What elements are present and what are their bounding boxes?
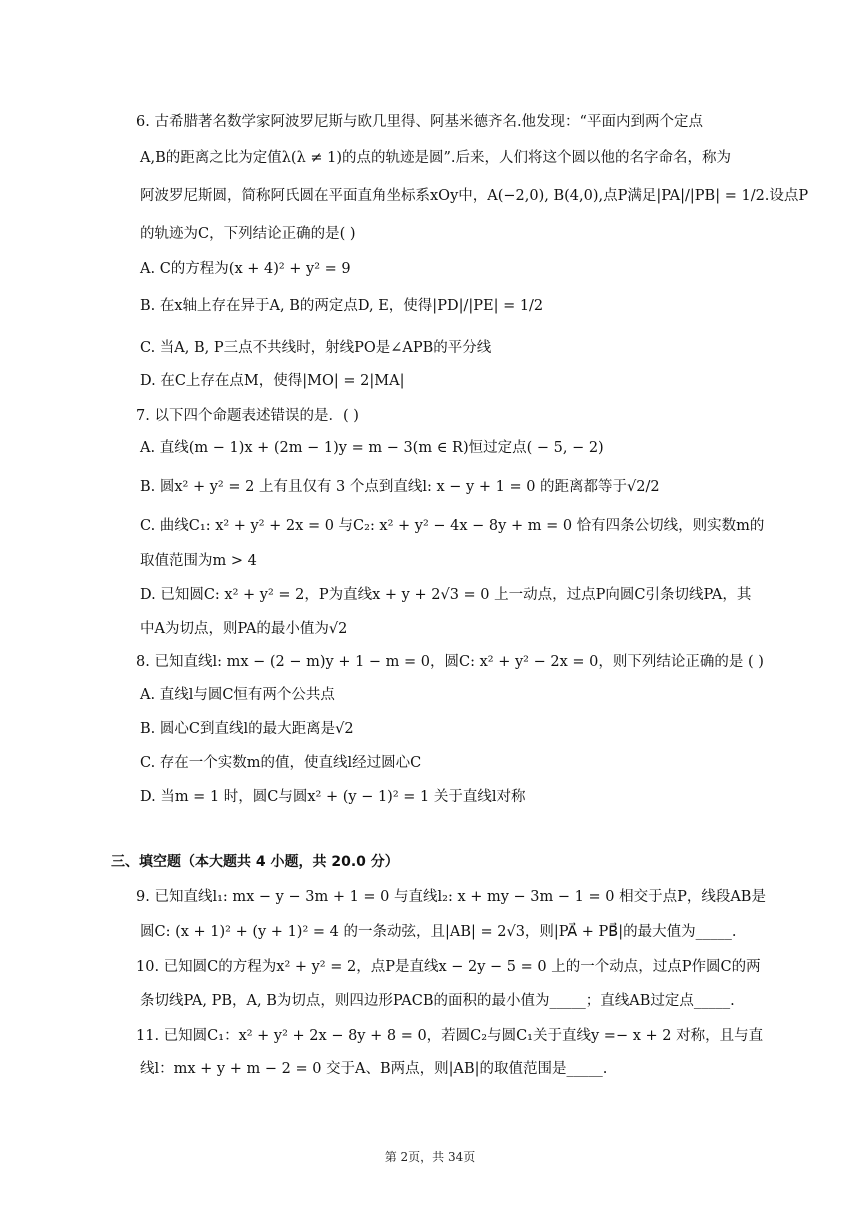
q8-stem: 8. 已知直线l: mx − (2 − m)y + 1 − m = 0，圆C: x² + y² − 2x = 0，则下列结论正确的是 ( ) xyxy=(136,654,764,670)
q8-option-a: A. 直线l与圆C恒有两个公共点 xyxy=(140,687,335,703)
q7-option-c-line-1: C. 曲线C₁: x² + y² + 2x = 0 与C₂: x² + y² − 4x − 8y + m = 0 恰有四条公切线，则实数m的 xyxy=(140,518,765,534)
q6-line-2: A,B的距离之比为定值λ(λ ≠ 1)的点的轨迹是圆”.后来，人们将这个圆以他的名字命名，称为 xyxy=(140,150,732,166)
q6-option-c: C. 当A, B, P三点不共线时，射线PO是∠APB的平分线 xyxy=(140,340,492,356)
q7-option-b: B. 圆x² + y² = 2 上有且仅有 3 个点到直线l: x − y + 1 = 0 的距离都等于√2/2 xyxy=(140,479,660,495)
q9-line-2: 圆C: (x + 1)² + (y + 1)² = 4 的一条动弦，且|AB| = 2√3，则|PA⃗ + PB⃗|的最大值为_____. xyxy=(140,924,737,940)
q8-option-c: C. 存在一个实数m的值，使直线l经过圆心C xyxy=(140,755,422,771)
q6-line-4: 的轨迹为C，下列结论正确的是( ) xyxy=(140,226,356,242)
section-title: 三、填空题（本大题共 4 小题，共 20.0 分） xyxy=(111,854,399,870)
q7-option-a: A. 直线(m − 1)x + (2m − 1)y = m − 3(m ∈ R)恒过定点( − 5, − 2) xyxy=(140,440,604,456)
q8-option-d: D. 当m = 1 时，圆C与圆x² + (y − 1)² = 1 关于直线l对称 xyxy=(140,789,526,805)
q10-line-2: 条切线PA, PB，A, B为切点，则四边形PACB的面积的最小值为_____；直线AB过定点_____. xyxy=(140,993,735,1009)
q8-option-b: B. 圆心C到直线l的最大距离是√2 xyxy=(140,721,354,737)
q7-option-d-line-1: D. 已知圆C: x² + y² = 2，P为直线x + y + 2√3 = 0 上一动点，过点P向圆C引条切线PA，其 xyxy=(140,587,752,603)
q6-option-a: A. C的方程为(x + 4)² + y² = 9 xyxy=(140,261,351,277)
q11-line-2: 线l：mx + y + m − 2 = 0 交于A、B两点，则|AB|的取值范围是_____. xyxy=(140,1061,608,1077)
q10-line-1: 10. 已知圆C的方程为x² + y² = 2，点P是直线x − 2y − 5 = 0 上的一个动点，过点P作圆C的两 xyxy=(136,959,761,975)
q11-line-1: 11. 已知圆C₁：x² + y² + 2x − 8y + 8 = 0，若圆C₂与圆C₁关于直线y =− x + 2 对称，且与直 xyxy=(136,1028,764,1044)
q7-stem: 7. 以下四个命题表述错误的是．( ) xyxy=(136,408,359,424)
q6-line-3: 阿波罗尼斯圆，简称阿氏圆在平面直角坐标系xOy中，A(−2,0), B(4,0),点P满足|PA|/|PB| = 1/2.设点P xyxy=(140,188,809,204)
q7-option-c-line-2: 取值范围为m > 4 xyxy=(140,553,257,569)
q7-option-d-line-2: 中A为切点，则PA的最小值为√2 xyxy=(140,621,348,637)
q6-line-1: 6. 古希腊著名数学家阿波罗尼斯与欧几里得、阿基米德齐名.他发现：“平面内到两个定点 xyxy=(136,114,703,130)
q6-option-b: B. 在x轴上存在异于A, B的两定点D, E，使得|PD|/|PE| = 1/2 xyxy=(140,298,544,314)
q6-option-d: D. 在C上存在点M，使得|MO| = 2|MA| xyxy=(140,373,405,389)
q9-line-1: 9. 已知直线l₁: mx − y − 3m + 1 = 0 与直线l₂: x + my − 3m − 1 = 0 相交于点P，线段AB是 xyxy=(136,889,766,905)
page-footer: 第 2页，共 34页 xyxy=(384,1150,476,1164)
